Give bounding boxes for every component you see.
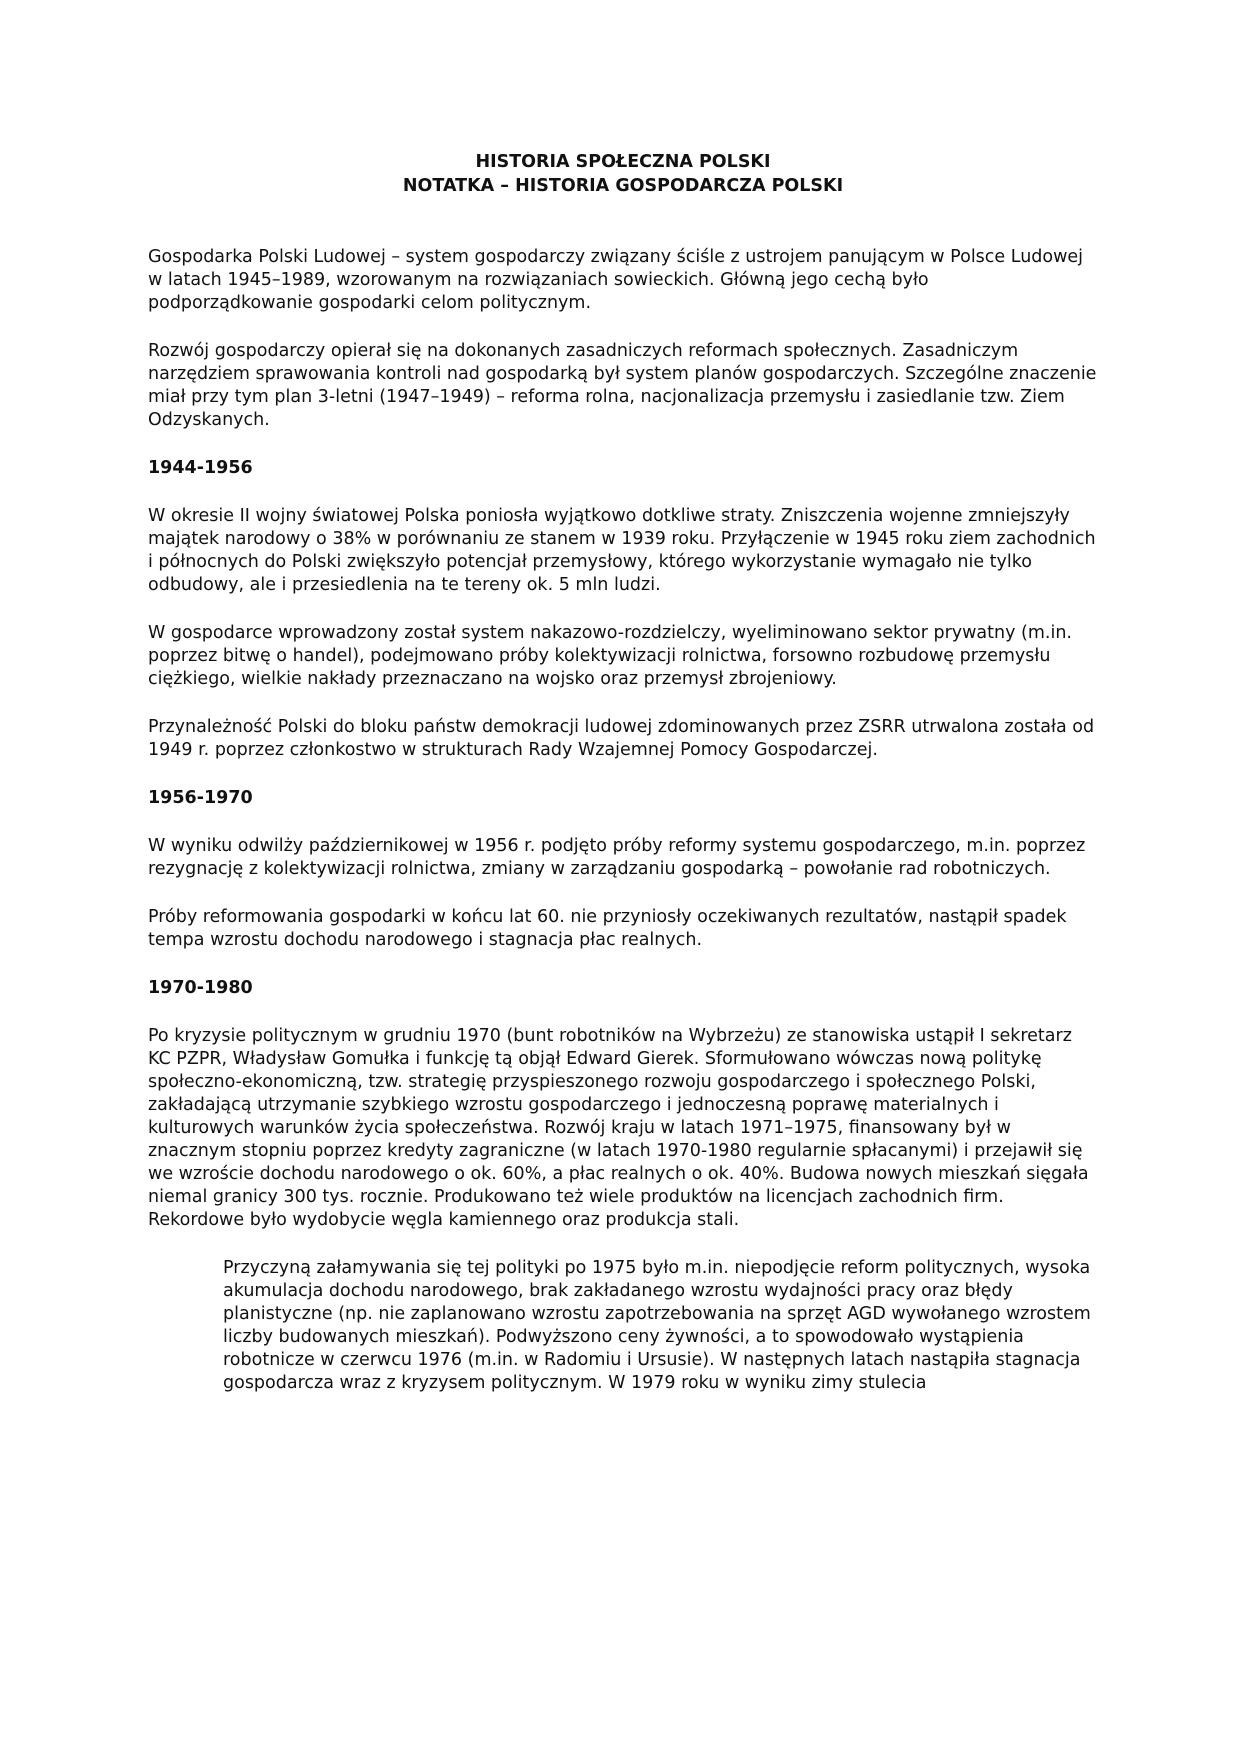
section-3-paragraph-1: Po kryzysie politycznym w grudniu 1970 (bunt robotników na Wybrzeżu) ze stanowiska ustąpił I sekretarz KC PZPR, Władysław Gomułka i funkcję tą objął Edward Gierek. Sformułowano wówczas nową politykę społeczno-ekonomiczną, tzw. strategię przyspieszonego rozwoju gospodarczego i społecznego Polski, zakładającą utrzymanie szybkiego wzrostu gospodarczego i jednoczesną poprawę materialnych i kulturowych warunków życia społeczeństwa. Rozwój kraju w latach 1971–1975, finansowany był w znacznym stopniu poprzez kredyty zagraniczne (w latach 1970-1980 regularnie spłacanymi) i przejawił się we wzroście dochodu narodowego o ok. 60%, a płac realnych o ok. 40%. Budowa nowych mieszkań sięgała niemal granicy 300 tys. rocznie. Produkowano też wiele produktów na licencjach zachodnich firm. Rekordowe było wydobycie węgla kamiennego oraz produkcja stali.	[148, 1026, 1089, 1230]
section-3-indented-paragraph: Przyczyną załamywania się tej polityki po 1975 było m.in. niepodjęcie reform politycznych, wysoka akumulacja dochodu narodowego, brak zakładanego wzrostu wydajności pracy oraz błędy planistyczne (np. nie zaplanowano wzrostu zapotrzebowania na sprzęt AGD wywołanego wzrostem liczby budowanych mieszkań). Podwyższono ceny żywności, a to spowodowało wystąpienia robotnicze w czerwcu 1976 (m.in. w Radomiu i Ursusie). W następnych latach nastąpiła stagnacja gospodarcza wraz z kryzysem politycznym. W 1979 roku w wyniku zimy stulecia	[223, 1258, 1091, 1393]
document-page	[148, 150, 1098, 1420]
section-1-paragraph-1: W okresie II wojny światowej Polska poniosła wyjątkowo dotkliwe straty. Zniszczenia wojenne zmniejszyły majątek narodowy o 38% w porównaniu ze stanem w 1939 roku. Przyłączenie w 1945 roku ziem zachodnich i północnych do Polski zwiększyło potencjał przemysłowy, którego wykorzystanie wymagało nie tylko odbudowy, ale i przesiedlenia na te tereny ok. 5 mln ludzi.	[148, 506, 1096, 595]
section-2-paragraph-2: Próby reformowania gospodarki w końcu lat 60. nie przyniosły oczekiwanych rezultatów, nastąpił spadek tempa wzrostu dochodu narodowego i stagnacja płac realnych.	[148, 907, 1067, 950]
intro-paragraph-2: Rozwój gospodarczy opierał się na dokonanych zasadniczych reformach społecznych. Zasadniczym narzędziem sprawowania kontroli nad gospodarką był system planów gospodarczych. Szczególne znaczenie miał przy tym plan 3-letni (1947–1949) – reforma rolna, nacjonalizacja przemysłu i zasiedlanie tzw. Ziem Odzyskanych.	[148, 341, 1097, 430]
section-2-paragraph-1: W wyniku odwilży październikowej w 1956 r. podjęto próby reformy systemu gospodarczego, m.in. poprzez rezygnację z kolektywizacji rolnictwa, zmiany w zarządzaniu gospodarką – powołanie rad robotniczych.	[148, 836, 1086, 879]
title-line-2: NOTATKA – HISTORIA GOSPODARCZA POLSKI	[402, 176, 844, 196]
section-heading-1970-1980: 1970-1980	[148, 978, 253, 998]
section-heading-1956-1970: 1956-1970	[148, 788, 253, 808]
intro-paragraph-1: Gospodarka Polski Ludowej – system gospodarczy związany ściśle z ustrojem panującym w Polsce Ludowej w latach 1945–1989, wzorowanym na rozwiązaniach sowieckich. Główną jego cechą było podporządkowanie gospodarki celom politycznym.	[148, 247, 1084, 313]
title-line-1: HISTORIA SPOŁECZNA POLSKI	[475, 152, 771, 172]
section-heading-1944-1956: 1944-1956	[148, 458, 253, 478]
section-1-paragraph-3: Przynależność Polski do bloku państw demokracji ludowej zdominowanych przez ZSRR utrwalona została od 1949 r. poprzez członkostwo w strukturach Rady Wzajemnej Pomocy Gospodarczej.	[148, 717, 1095, 760]
section-1-paragraph-2: W gospodarce wprowadzony został system nakazowo-rozdzielczy, wyeliminowano sektor prywatny (m.in. poprzez bitwę o handel), podejmowano próby kolektywizacji rolnictwa, forsowno rozbudowę przemysłu ciężkiego, wielkie nakłady przeznaczano na wojsko oraz przemysł zbrojeniowy.	[148, 623, 1072, 689]
document-title	[148, 150, 1098, 198]
